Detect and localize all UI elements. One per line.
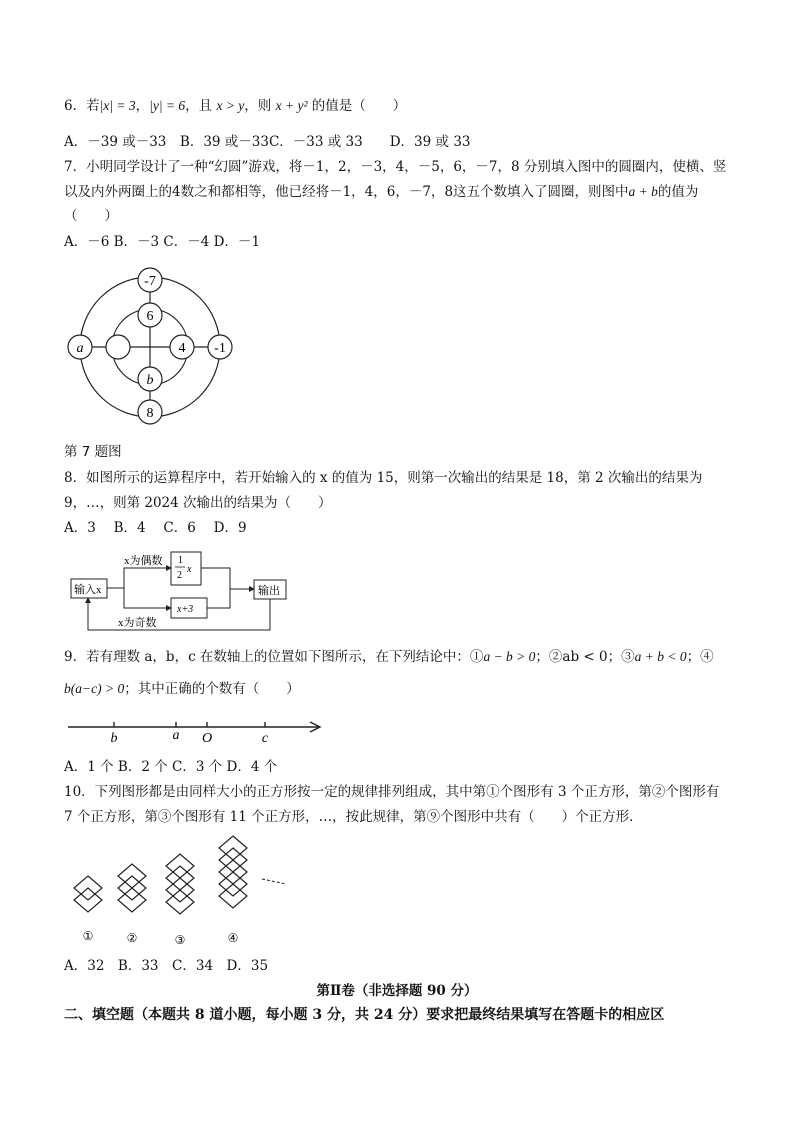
q7-stem-line3: （ ） <box>64 208 118 224</box>
q8-stem-line2: 9，…，则第 2024 次输出的结果为（ ） <box>64 495 332 511</box>
flow-half-num: 1 <box>178 555 183 566</box>
q9-number-line <box>66 718 326 748</box>
circle-top-value: -7 <box>144 274 156 289</box>
fig10-label-2: ② <box>126 931 138 945</box>
q6-options: A．－39 或－33 B．39 或－33C．－33 或 33 D．39 或 33 <box>64 134 471 150</box>
fig10-label-3: ③ <box>174 933 186 947</box>
circle-right-outer-value: -1 <box>214 341 226 356</box>
flow-input-label: 输入x <box>74 584 102 596</box>
q7-magic-circle-figure <box>60 260 250 430</box>
q8-flowchart <box>68 548 298 634</box>
q8-stem-line1: 8．如图所示的运算程序中，若开始输入的 x 的值为 15，则第一次输出的结果是 18，第 2 次输出的结果为 <box>64 470 703 486</box>
circle-left-outer-value: a <box>76 341 84 356</box>
flow-half-var: x <box>187 564 192 575</box>
q6-stem: 6．若|x| = 3，|y| = 6，且 x > y，则 x + y² 的值是（ ） <box>64 98 407 114</box>
circle-inner-top-value: 6 <box>146 309 154 324</box>
q7-options: A．－6 B．－3 C．－4 D．－1 <box>64 234 261 250</box>
flow-half-den: 2 <box>177 570 182 581</box>
section2-heading: 二、填空题（本题共 8 道小题，每小题 3 分，共 24 分）要求把最终结果填写在答题卡的相应区 <box>64 1007 665 1023</box>
flow-even-label: x为偶数 <box>124 555 163 567</box>
flow-plus3-label: x+3 <box>177 604 194 615</box>
axis-label-b: b <box>110 731 118 746</box>
q10-square-pattern-figure <box>66 830 306 952</box>
flow-odd-label: x为奇数 <box>118 617 157 629</box>
axis-label-origin: O <box>201 731 213 746</box>
q10-stem-line2: 7 个正方形，第③个图形有 11 个正方形，…，按此规律，第⑨个图形中共有（ ）个正方形． <box>64 809 643 825</box>
q7-stem-line2: 以及内外两圈上的4数之和都相等，他已经将－1，4，6，－7，8这五个数填入了圆圈，则图中a + b的值为 <box>64 184 699 200</box>
section2-title: 第Ⅱ卷（非选择题 90 分） <box>316 983 478 999</box>
q8-options: A．3 B．4 C．6 D．9 <box>64 520 247 536</box>
fig10-label-1: ① <box>82 929 94 943</box>
q10-options: A．32 B．33 C．34 D．35 <box>64 958 269 974</box>
q9-stem-line2: b(a−c) > 0；其中正确的个数有（ ） <box>64 681 300 697</box>
circle-inner-bottom-value: b <box>146 373 154 388</box>
fig10-label-4: ④ <box>227 931 239 945</box>
q9-stem-line1: 9．若有理数 a，b，c 在数轴上的位置如下图所示，在下列结论中：①a − b > 0；②ab < 0；③a + b < 0；④ <box>64 649 714 665</box>
q9-options: A．1 个 B．2 个 C．3 个 D．4 个 <box>64 759 278 775</box>
axis-label-a: a <box>172 728 180 743</box>
q7-stem-line1: 7．小明同学设计了一种“幻圆”游戏，将－1，2，－3，4，－5，6，－7，8 分别填入图中的圆圈内，使横、竖 <box>64 159 727 175</box>
q7-figure-caption: 第 7 题图 <box>64 444 122 460</box>
axis-label-c: c <box>261 731 269 746</box>
q10-stem-line1: 10．下列图形都是由同样大小的正方形按一定的规律排列组成，其中第①个图形有 3 个正方形，第②个图形有 <box>64 784 720 800</box>
circle-inner-right-value: 4 <box>178 341 186 356</box>
flow-output-label: 输出 <box>258 585 280 597</box>
circle-bottom-value: 8 <box>146 406 154 421</box>
